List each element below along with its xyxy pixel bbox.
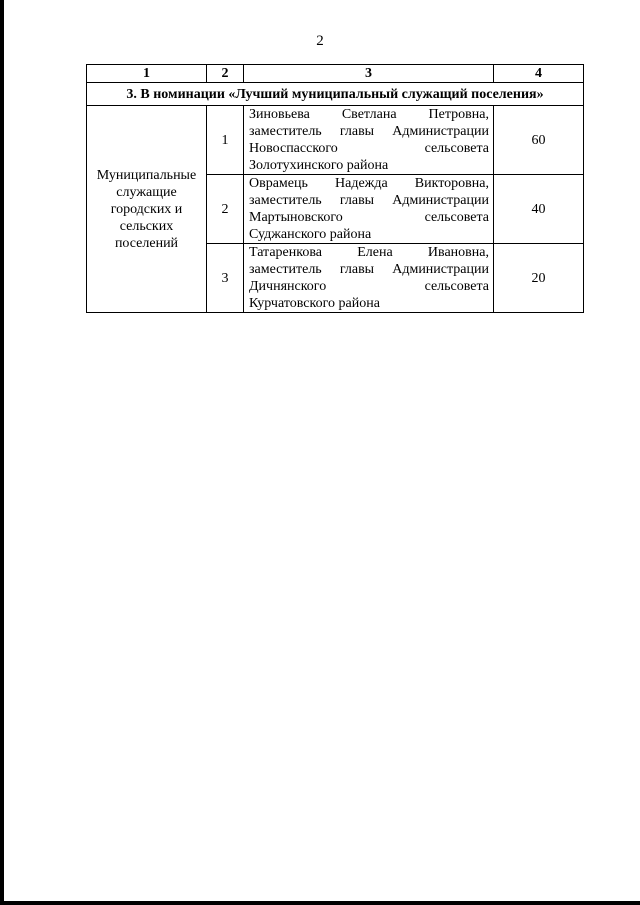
row-number: 1: [207, 106, 244, 175]
nominee-cell: [244, 175, 494, 244]
table-row: [87, 106, 584, 175]
score-cell: 60: [494, 106, 584, 175]
category-cell: Муниципальные служащие городских и сельских поселений: [87, 106, 207, 313]
scan-edge-left: [0, 0, 4, 905]
nominee-name: Татаренкова Елена Ивановна,: [249, 245, 489, 260]
nomination-table: [86, 64, 584, 313]
nominee-district: Суджанского района: [249, 227, 372, 242]
nominee-name: Зиновьева Светлана Петровна,: [249, 107, 489, 122]
nominee-name: Оврамець Надежда Викторовна,: [249, 176, 489, 191]
column-number-3: 3: [244, 65, 494, 83]
nominee-position: заместитель главы Администрации: [249, 193, 489, 208]
nominee-position: заместитель главы Администрации: [249, 124, 489, 139]
page-number: 2: [316, 33, 324, 49]
nominee-council: Мартыновского сельсовета: [249, 210, 489, 225]
score-cell: 20: [494, 244, 584, 313]
nominee-council: Новоспасского сельсовета: [249, 141, 489, 156]
nominee-district: Курчатовского района: [249, 296, 380, 311]
score-cell: 40: [494, 175, 584, 244]
column-number-row: [87, 65, 584, 83]
nomination-row: [87, 83, 584, 106]
nominee-cell: [244, 244, 494, 313]
row-number: 2: [207, 175, 244, 244]
column-number-4: 4: [494, 65, 584, 83]
scan-edge-bottom: [0, 901, 640, 905]
column-number-2: 2: [207, 65, 244, 83]
column-number-1: 1: [87, 65, 207, 83]
nominee-position: заместитель главы Администрации: [249, 262, 489, 277]
nominee-cell: [244, 106, 494, 175]
nomination-title: 3. В номинации «Лучший муниципальный служащий поселения»: [87, 83, 584, 106]
row-number: 3: [207, 244, 244, 313]
nominee-council: Дичнянского сельсовета: [249, 279, 489, 294]
nominee-district: Золотухинского района: [249, 158, 389, 173]
